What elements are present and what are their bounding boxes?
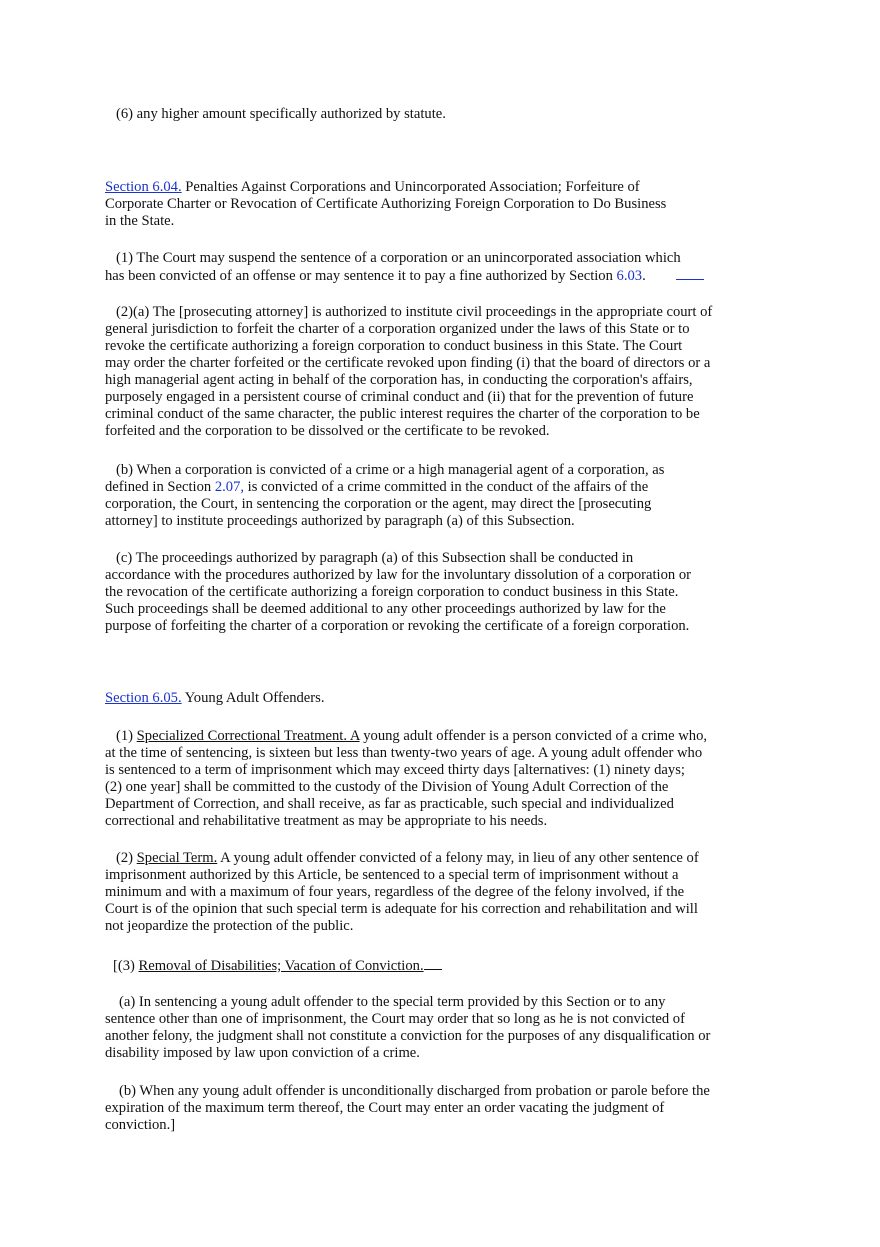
section-6-05-heading: Section 6.05. Young Adult Offenders. <box>105 690 325 706</box>
section-6-05-para-3: [(3) Removal of Disabilities; Vacation of Conviction. <box>105 957 723 975</box>
removal-of-disabilities-heading: Removal of Disabilities; Vacation of Conviction. <box>138 958 424 974</box>
section-6-04-heading: Section 6.04. Penalties Against Corporations and Unincorporated Association; Forfeiture of Corporate Charter or Revocation of Certificate Authorizing Foreign Corporation to Do Business in the State. <box>105 179 667 229</box>
section-6-05-link[interactable]: Section 6.05. <box>105 690 182 706</box>
section-6-05-para-2: (2) Special Term. A young adult offender convicted of a felony may, in lieu of any other sentence of imprisonment authorized by this Article, be sentenced to a special term of imprisonment without a minimum and with a maximum of four years, regardless of the degree of the felony involved, if the Court is of the opinion that such special term is adequate for his correction and rehabilitation and will not jeopardize the protection of the public. <box>105 850 699 934</box>
section-6-05-para-3a: (a) In sentencing a young adult offender to the special term provided by this Section or to any sentence other than one of imprisonment, the Court may order that so long as he is not convicted of another felony, the judgment shall not constitute a conviction for the purposes of any disqualification or disability imposed by law upon conviction of a crime. <box>105 994 711 1061</box>
section-6-04-para-2b: (b) When a corporation is convicted of a crime or a high managerial agent of a corporation, as defined in Section 2.07, is convicted of a crime committed in the conduct of the affairs of the corporation, the Court, in sentencing the corporation or the agent, may direct the [prosecuting attorney] to institute proceedings authorized by paragraph (a) of this Subsection. <box>105 462 665 529</box>
special-term-heading: Special Term. <box>136 850 218 866</box>
item-6-text: (6) any higher amount specifically authorized by statute. <box>116 106 446 122</box>
section-6-05-para-3b: (b) When any young adult offender is unconditionally discharged from probation or parole before the expiration of the maximum term thereof, the Court may enter an order vacating the judgment of conviction.] <box>105 1083 710 1133</box>
section-2-07-ref-link[interactable]: 2.07, <box>214 479 245 495</box>
section-6-03-ref-link[interactable]: 6.03 <box>616 268 643 284</box>
section-6-04-para-2c: (c) The proceedings authorized by paragraph (a) of this Subsection shall be conducted in accordance with the procedures authorized by law for the involuntary dissolution of a corporation or the revocation of the certificate authorizing a foreign corporation to conduct business in this State. Such proceedings shall be deemed additional to any other proceedings authorized by law for the purpose of forfeiting the charter of a corporation or revoking the certificate of a foreign corporation. <box>105 550 691 634</box>
section-6-04-para-2a: (2)(a) The [prosecuting attorney] is authorized to institute civil proceedings in the appropriate court of general jurisdiction to forfeit the charter of a corporation organized under the laws of this State or to revoke the certificate authorizing a foreign corporation to conduct business in this State. The Court may order the charter forfeited or the certificate revoked upon finding (i) that the board of directors or a high managerial agent acting in behalf of the corporation has, in conducting the corporation's affairs, purposely engaged in a persistent course of criminal conduct and (ii) that for the prevention of future criminal conduct of the same character, the public interest requires the charter of the corporation to be forfeited and the corporation to be dissolved or the certificate to be revoked. <box>105 304 713 439</box>
section-6-04-para-1: (1) The Court may suspend the sentence of a corporation or an unincorporated association which has been convicted of an offense or may sentence it to pay a fine authorized by Section 6.03. <box>105 250 723 285</box>
blank-link-line[interactable] <box>676 267 704 280</box>
section-6-04-link[interactable]: Section 6.04. <box>105 179 182 195</box>
specialized-treatment-heading: Specialized Correctional Treatment. A <box>136 728 360 744</box>
section-6-05-para-1: (1) Specialized Correctional Treatment. A young adult offender is a person convicted of a crime who, at the time of sentencing, is sixteen but less than twenty-two years of age. A young adult offender who is sentenced to a term of imprisonment which may exceed thirty days [alternatives: (1) ninety days; (2) one year] shall be committed to the custody of the Division of Young Adult Correction of the Department of Correction, and shall receive, as far as practicable, such special and individualized correctional and rehabilitative treatment as may be appropriate to his needs. <box>105 728 708 829</box>
